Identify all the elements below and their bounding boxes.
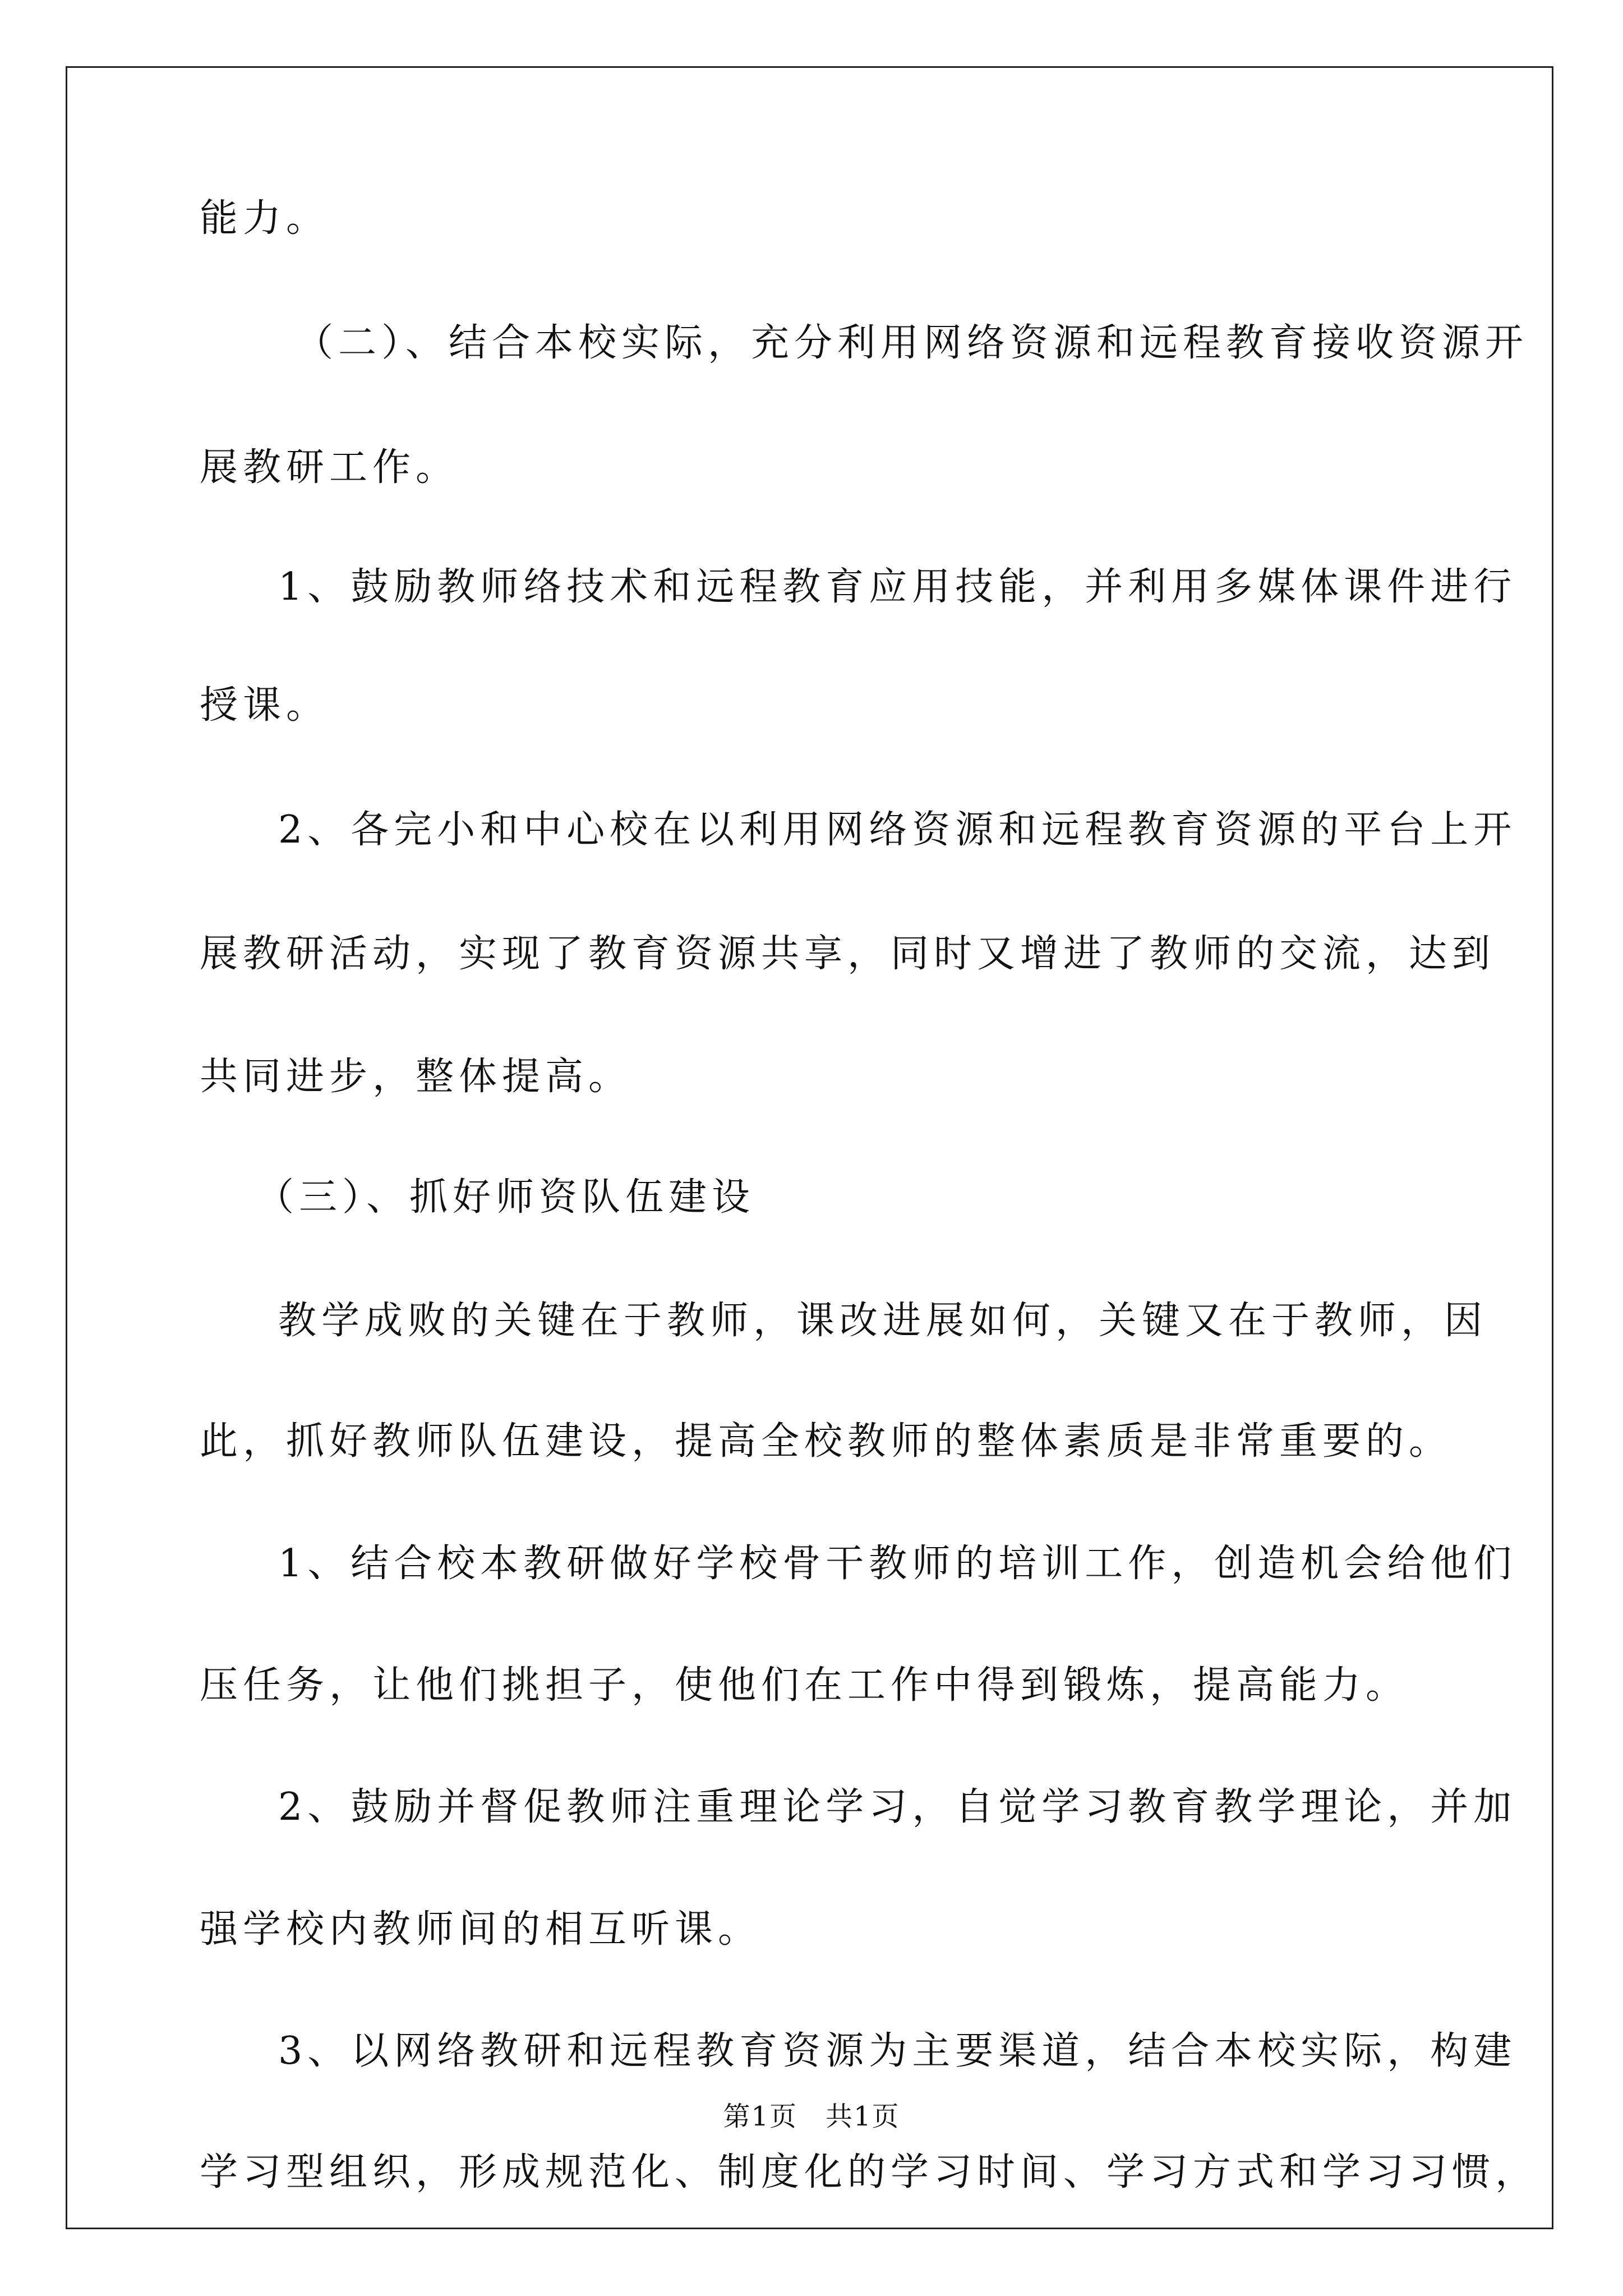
list-item: 1、鼓励教师络技术和远程教育应用技能，并利用多媒体课件进行: [278, 565, 1517, 609]
text-line: 授课。: [200, 683, 330, 728]
page-footer: 第1页 共1页: [723, 2101, 900, 2132]
text-line: 共同进步，整体提高。: [200, 1055, 632, 1099]
section-heading: （三）、抓好师资队伍建设: [256, 1175, 755, 1220]
list-item: 2、鼓励并督促教师注重理论学习，自觉学习教育教学理论，并加: [278, 1785, 1517, 1829]
page-border: [66, 66, 1553, 2229]
text-line: 强学校内教师间的相互听课。: [200, 1907, 762, 1952]
list-item: 1、结合校本教研做好学校骨干教师的培训工作，创造机会给他们: [278, 1542, 1517, 1586]
list-item: 2、各完小和中心校在以利用网络资源和远程教育资源的平台上开: [278, 808, 1517, 852]
paragraph-start: 教学成败的关键在于教师，课改进展如何，关键又在于教师，因: [278, 1299, 1488, 1343]
text-line: 展教研活动，实现了教育资源共享，同时又增进了教师的交流，达到: [200, 932, 1496, 976]
text-line: 此，抓好教师队伍建设，提高全校教师的整体素质是非常重要的。: [200, 1419, 1453, 1464]
list-item: 3、以网络教研和远程教育资源为主要渠道，结合本校实际，构建: [278, 2029, 1517, 2073]
section-heading: （二）、结合本校实际，充分利用网络资源和远程教育接收资源开: [295, 321, 1529, 365]
text-line: 能力。: [200, 196, 330, 241]
text-line: 展教研工作。: [200, 445, 459, 490]
text-line: 压任务，让他们挑担子，使他们在工作中得到锻炼，提高能力。: [200, 1663, 1409, 1708]
text-line: 学习型组织，形成规范化、制度化的学习时间、学习方式和学习习惯，: [200, 2150, 1539, 2194]
